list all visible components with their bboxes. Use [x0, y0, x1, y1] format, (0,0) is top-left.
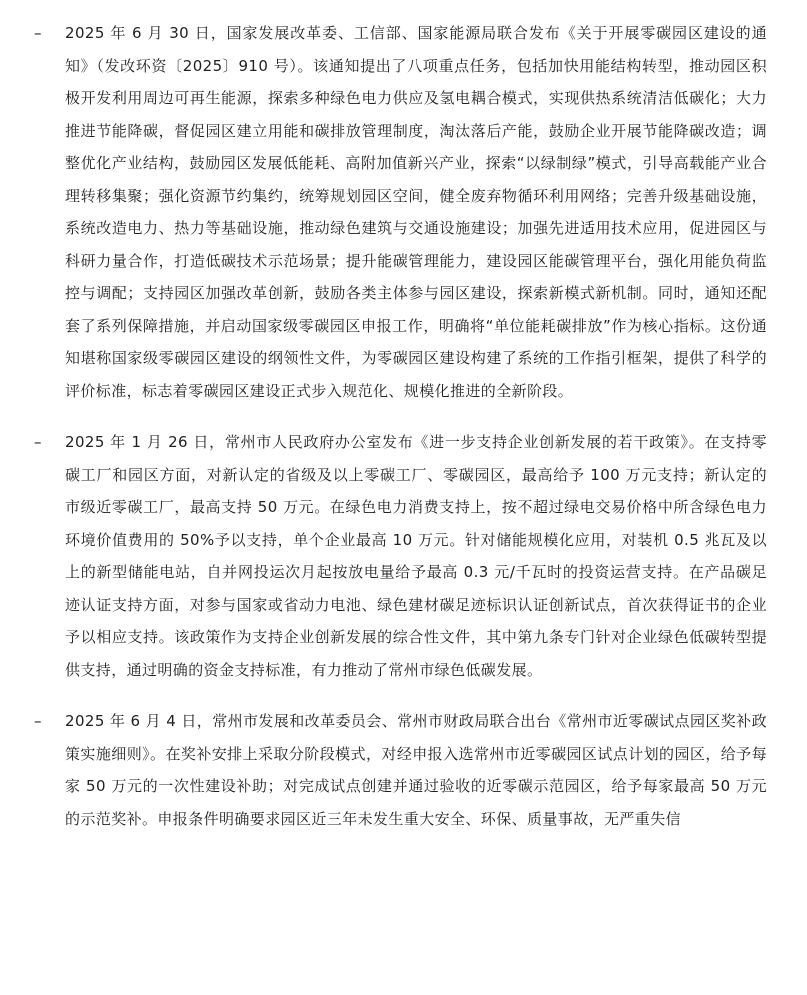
- bullet-dash: –: [34, 433, 42, 451]
- list-item: [0, 705, 807, 835]
- list-item: [0, 426, 807, 686]
- paragraph-zero-carbon-park-notice: 2025 年 6 月 30 日，国家发展改革委、工信部、国家能源局联合发布《关于开展零碳园区建设的通知》（发改环资〔2025〕910 号）。该通知提出了八项重点任务，包括加快用能结构转型，推动园区积极开发利用周边可再生能源，探索多种绿色电力供应及氢电耦合模式，实现供热系统清洁低碳化；大力推进节能降碳，督促园区建立用能和碳排放管理制度，淘汰落后产能，鼓励企业开展节能降碳改造；调整优化产业结构，鼓励园区发展低能耗、高附加值新兴产业，探索“以绿制绿”模式，引导高载能产业合理转移集聚；强化资源节约集约，统筹规划园区空间，健全废弃物循环利用网络；完善升级基础设施，系统改造电力、热力等基础设施，推动绿色建筑与交通设施建设；加强先进适用技术应用，促进园区与科研力量合作，打造低碳技术示范场景；提升能碳管理能力，建设园区能碳管理平台，强化用能负荷监控与调配；支持园区加强改革创新，鼓励各类主体参与园区建设，探索新模式新机制。同时，通知还配套了系列保障措施，并启动国家级零碳园区申报工作，明确将“单位能耗碳排放”作为核心指标。这份通知堪称国家级零碳园区建设的纲领性文件，为零碳园区建设构建了系统的工作指引框架，提供了科学的评价标准，标志着零碳园区建设正式步入规范化、规模化推进的全新阶段。: [65, 24, 767, 400]
- bullet-dash: –: [34, 712, 42, 730]
- paragraph-changzhou-near-zero-carbon-rules: 2025 年 6 月 4 日，常州市发展和改革委员会、常州市财政局联合出台《常州市近零碳试点园区奖补政策实施细则》。在奖补安排上采取分阶段模式，对经申报入选常州市近零碳园区试点计划的园区，给予每家 50 万元的一次性建设补助；对完成试点创建并通过验收的近零碳示范园区，给予每家最高 50 万元的示范奖补。申报条件明确要求园区近三年未发生重大安全、环保、质量事故，无严重失信: [65, 712, 767, 828]
- paragraph-changzhou-innovation-policy: 2025 年 1 月 26 日，常州市人民政府办公室发布《进一步支持企业创新发展的若干政策》。在支持零碳工厂和园区方面，对新认定的省级及以上零碳工厂、零碳园区，最高给予 100 万元支持；新认定的市级近零碳工厂，最高支持 50 万元。在绿色电力消费支持上，按不超过绿电交易价格中所含绿色电力环境价值费用的 50%予以支持，单个企业最高 10 万元。针对储能规模化应用，对装机 0.5 兆瓦及以上的新型储能电站，自并网投运次月起按放电量给予最高 0.3 元/千瓦时的投资运营支持。在产品碳足迹认证支持方面，对参与国家或省动力电池、绿色建材碳足迹标识认证创新试点，首次获得证书的企业予以相应支持。该政策作为支持企业创新发展的综合性文件，其中第九条专门针对企业绿色低碳转型提供支持，通过明确的资金支持标准，有力推动了常州市绿色低碳发展。: [65, 433, 767, 679]
- bullet-dash: –: [34, 24, 42, 42]
- list-item: [0, 17, 807, 407]
- document-body: [0, 17, 807, 854]
